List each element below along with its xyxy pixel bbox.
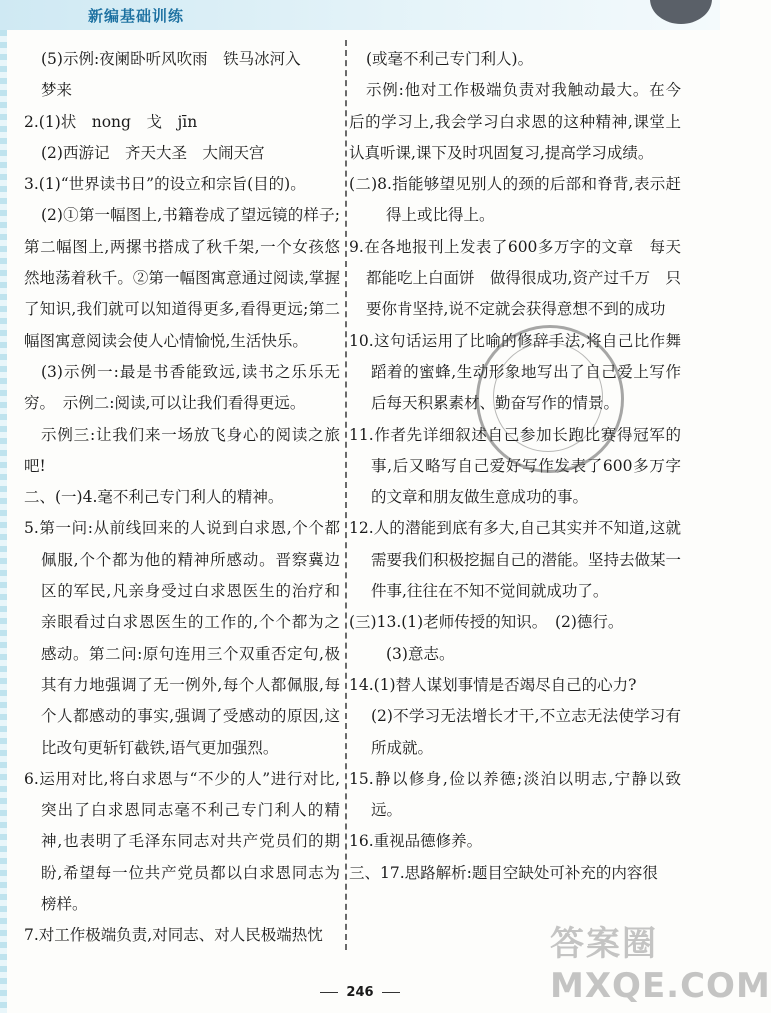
answer-item: 14.(1)替人谋划事情是否竭尽自己的心力? bbox=[349, 675, 637, 694]
answer-item: 10.这句话运用了比喻的修辞手法,将自己比作舞蹈着的蜜蜂,生动形象地写出了自己爱上写作后每天积累素材、勤奋写作的情景。 bbox=[349, 331, 681, 413]
answer-line: (5)示例:夜阑卧听风吹雨 铁马冰河入 bbox=[41, 50, 301, 68]
answer-line: 梦来 bbox=[41, 81, 73, 100]
answer-item: 9.在各地报刊上发表了600多万字的文章 每天都能吃上白面饼 做得很成功,资产过千万 只要你肯坚持,说不定就会获得意想不到的成功 bbox=[349, 237, 681, 319]
answer-line: (2)西游记 齐天大圣 大闹天宫 bbox=[41, 143, 265, 162]
answer-line: (2)不学习无法增长才干,不立志无法使学习有所成就。 bbox=[371, 707, 681, 757]
answer-paragraph: 示例三:让我们来一场放飞身心的阅读之旅吧! bbox=[24, 425, 340, 475]
answer-item: 2.(1)状 nong 戈 jīn bbox=[24, 112, 198, 131]
answer-line: (3)意志。 bbox=[386, 644, 455, 663]
answer-item: 15.静以修身,俭以养德;淡泊以明志,宁静以致远。 bbox=[349, 769, 681, 820]
answer-item: 6.运用对比,将白求恩与“不少的人”进行对比,突出了白求恩同志毫不利己专门利人的精神,也表明了毛泽东同志对共产党员们的期盼,希望每一位共产党员都以白求恩同志为榜样。 bbox=[24, 769, 340, 914]
page-number-text: 246 bbox=[346, 985, 374, 1000]
watermark-cn: 答案圈 bbox=[550, 924, 658, 964]
page-number bbox=[0, 985, 720, 1000]
section-heading: (三)13.(1)老师传授的知识。 (2)德行。 bbox=[349, 613, 624, 632]
section-heading: 二、(一)4.毫不利己专门利人的精神。 bbox=[24, 488, 284, 507]
right-column bbox=[349, 44, 681, 889]
header-title: 新编基础训练 bbox=[88, 7, 185, 25]
watermark-en: MXQE.COM bbox=[550, 966, 771, 1006]
answer-paragraph: 示例:他对工作极端负责对我触动最大。在今后的学习上,我会学习白求恩的这种精神,课堂上认真听课,课下及时巩固复习,提高学习成绩。 bbox=[349, 81, 681, 162]
left-column bbox=[24, 44, 340, 952]
answer-item: 7.对工作极端负责,对同志、对人民极端热忱 bbox=[24, 926, 323, 945]
answer-item: 12.人的潜能到底有多大,自己其实并不知道,这就需要我们积极挖掘自己的潜能。坚持去做某一件事,往往在不知不觉间就成功了。 bbox=[349, 519, 682, 601]
page-edge-stripe bbox=[0, 30, 7, 1013]
column-divider bbox=[345, 40, 347, 950]
header-bar bbox=[0, 0, 720, 30]
answer-item: 11.作者先详细叙述自己参加长跑比赛得冠军的事,后又略写自己爱好写作发表了600多万字的文章和朋友做生意成功的事。 bbox=[349, 425, 681, 507]
answer-paragraph: (2)①第一幅图上,书籍卷成了望远镜的样子;第二幅图上,两摞书搭成了秋千架,一个女孩悠然地荡着秋千。②第一幅图寓意通过阅读,掌握了知识,我们就可以知道得更多,看得更远;第二幅图寓意阅读会使人心情愉悦,生活快乐。 bbox=[24, 206, 340, 350]
answer-paragraph: (3)示例一:最是书香能致远,读书之乐乐无穷。 示例二:阅读,可以让我们看得更远。 bbox=[24, 362, 340, 413]
section-heading: 三、17.思路解析:题目空缺处可补充的内容很 bbox=[349, 863, 658, 882]
answer-item: 5.第一问:从前线回来的人说到白求恩,个个都佩服,个个都为他的精神所感动。晋察冀边区的军民,凡亲身受过白求恩医生的治疗和亲眼看过白求恩医生的工作的,个个都为之感动。第二问:原句连用三个双重否定句,极其有力地强调了无一例外,每个人都佩服,每个人都感动的事实,强调了受感动的原因,这比改句更斩钉截铁,语气更加强烈。 bbox=[24, 519, 340, 757]
answer-item: 16.重视品德修养。 bbox=[349, 832, 483, 851]
header-badge bbox=[650, 0, 712, 24]
answer-item: 3.(1)“世界读书日”的设立和宗旨(目的)。 bbox=[24, 175, 306, 194]
answer-item: (二)8.指能够望见别人的颈的后部和脊背,表示赶得上或比得上。 bbox=[349, 175, 681, 225]
answer-line: (或毫不利己专门利人)。 bbox=[366, 50, 534, 68]
